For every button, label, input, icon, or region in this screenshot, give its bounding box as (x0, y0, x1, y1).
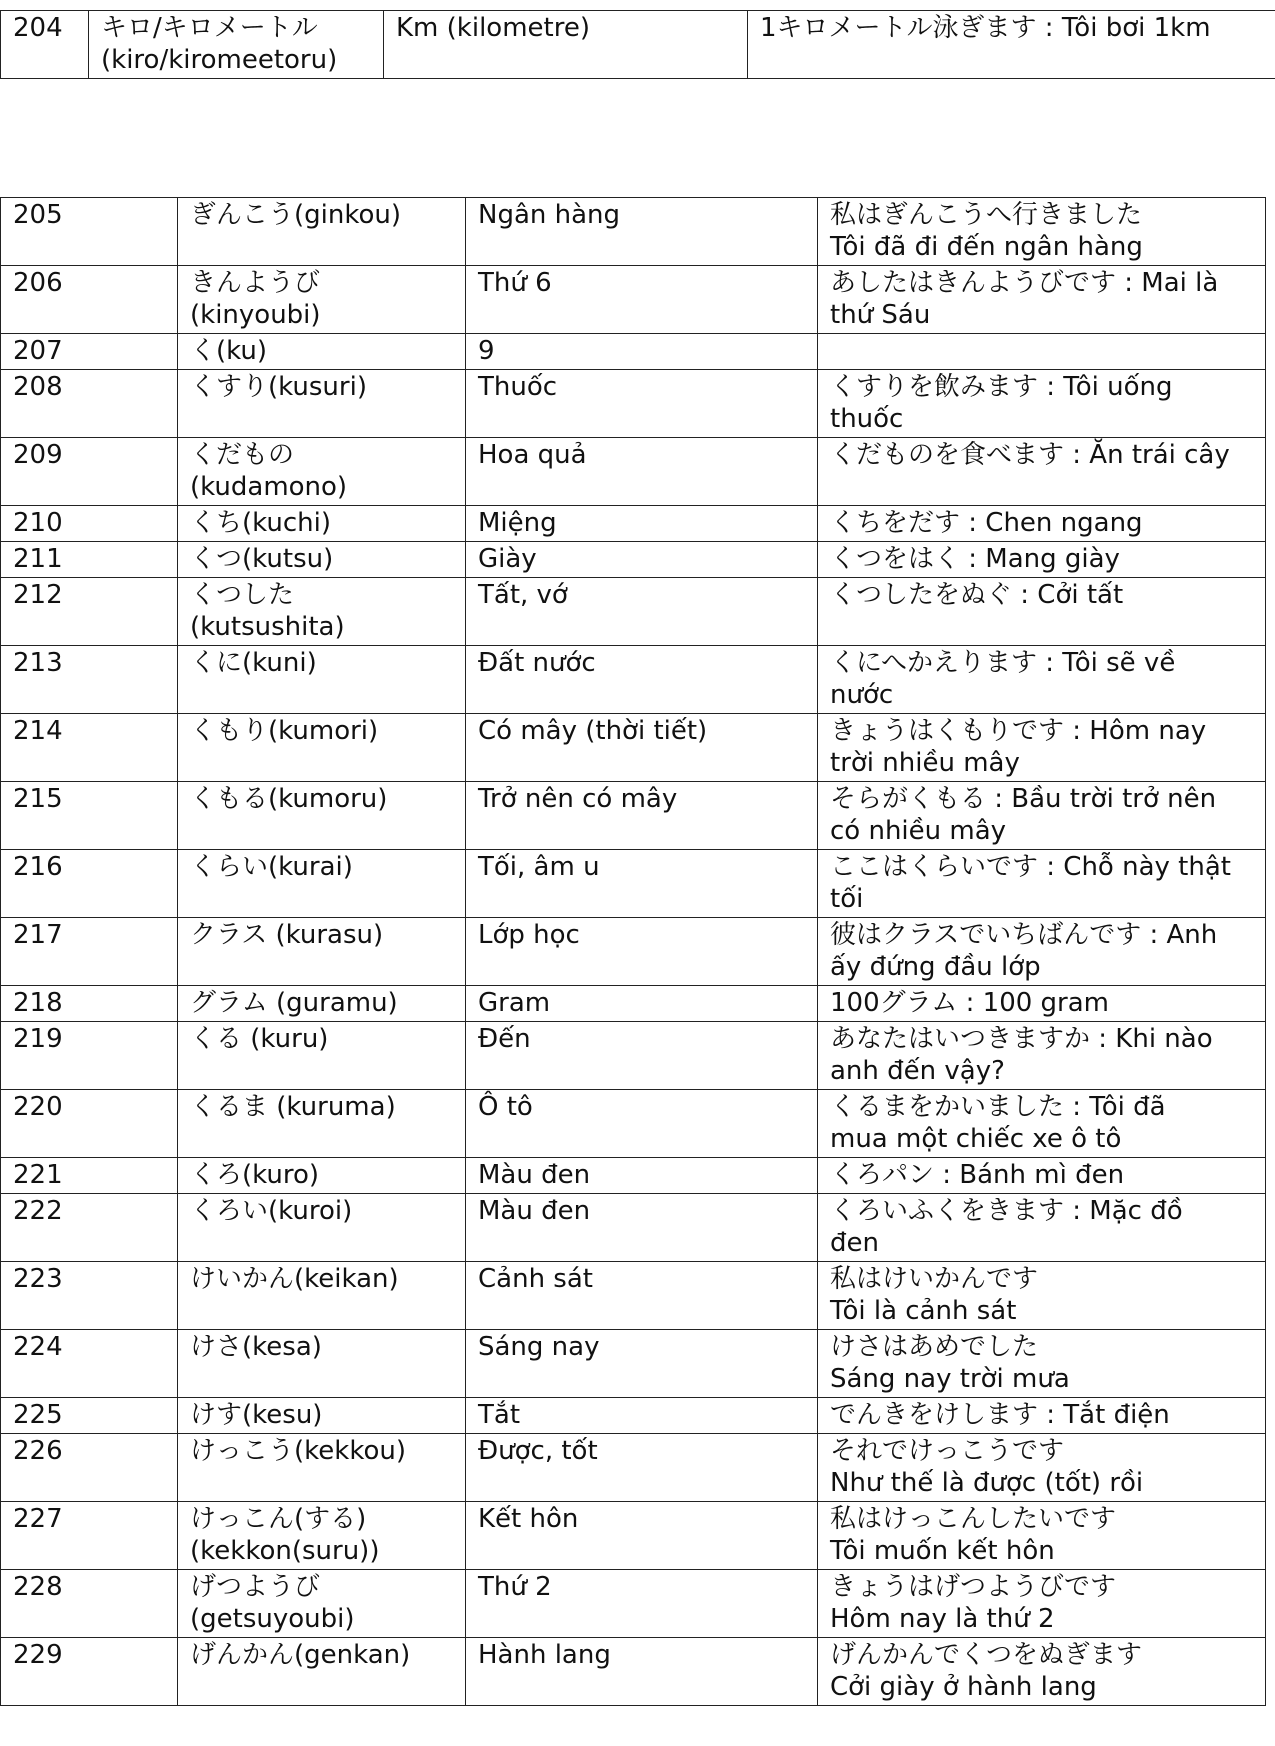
cell-word-line: (kekkon(suru)) (190, 1536, 380, 1566)
cell-meaning (466, 782, 818, 850)
cell-word-line: (kinyoubi) (190, 300, 321, 330)
row-number: 216 (13, 852, 63, 882)
row-number: 222 (13, 1196, 63, 1226)
cell-meaning (466, 1158, 818, 1194)
row-number: 226 (13, 1436, 63, 1466)
cell-example-line: thuốc (830, 404, 904, 434)
cell-meaning (466, 506, 818, 542)
cell-word-line: くすり(kusuri) (190, 372, 367, 402)
row-number: 206 (13, 268, 63, 298)
table-row (1, 1090, 1266, 1158)
cell-no (1, 918, 178, 986)
table-row (1, 438, 1266, 506)
cell-meaning (466, 542, 818, 578)
row-number: 218 (13, 988, 63, 1018)
cell-example (818, 714, 1266, 782)
cell-word (178, 438, 466, 506)
cell-example-line: くろパン : Bánh mì đen (830, 1160, 1125, 1190)
cell-meaning (466, 334, 818, 370)
cell-example-line: きょうはげつようびです (830, 1572, 1117, 1602)
cell-example (818, 506, 1266, 542)
cell-word-line: グラム (guramu) (190, 988, 398, 1018)
cell-example-line: あしたはきんようびです : Mai là (830, 268, 1219, 298)
cell-no (1, 1330, 178, 1398)
table-row (1, 782, 1266, 850)
row-number: 217 (13, 920, 63, 950)
cell-no (1, 438, 178, 506)
cell-example (818, 918, 1266, 986)
row-number: 228 (13, 1572, 63, 1602)
cell-word-line: ぎんこう(ginkou) (190, 200, 402, 230)
cell-example (818, 1090, 1266, 1158)
cell-meaning (466, 1570, 818, 1638)
cell-example-line: 彼はクラスでいちばんです : Anh (830, 920, 1218, 950)
cell-no (1, 1502, 178, 1570)
cell-word (178, 1090, 466, 1158)
cell-example-line: くにへかえります : Tôi sẽ về (830, 648, 1176, 678)
cell-example-line: けさはあめでした (830, 1332, 1039, 1362)
row-number: 209 (13, 440, 63, 470)
row-number: 211 (13, 544, 63, 574)
cell-example-line: あなたはいつきますか : Khi nào (830, 1024, 1213, 1054)
row-number: 223 (13, 1264, 63, 1294)
table-row (1, 11, 1275, 79)
cell-meaning (466, 1330, 818, 1398)
cell-meaning-line: Kết hôn (478, 1504, 579, 1534)
cell-meaning (466, 714, 818, 782)
cell-meaning-line: Tất, vớ (478, 580, 568, 610)
cell-meaning-line: Cảnh sát (478, 1264, 593, 1294)
cell-word-line: (getsuyoubi) (190, 1604, 355, 1634)
row-number: 210 (13, 508, 63, 538)
cell-word-line: げつようび (190, 1572, 321, 1602)
row-number: 220 (13, 1092, 63, 1122)
cell-word (89, 11, 384, 79)
table-row (1, 986, 1266, 1022)
cell-meaning (466, 1262, 818, 1330)
table-row (1, 266, 1266, 334)
table-row (1, 646, 1266, 714)
cell-meaning-line: Km (kilometre) (396, 13, 590, 43)
cell-meaning (466, 1502, 818, 1570)
cell-example (818, 646, 1266, 714)
row-number: 221 (13, 1160, 63, 1190)
cell-word (178, 334, 466, 370)
row-number: 225 (13, 1400, 63, 1430)
cell-word (178, 1570, 466, 1638)
cell-no (1, 1262, 178, 1330)
cell-meaning-line: Hoa quả (478, 440, 587, 470)
cell-example (818, 370, 1266, 438)
table-row (1, 542, 1266, 578)
cell-meaning-line: Có mây (thời tiết) (478, 716, 708, 746)
vocab-table-top (0, 10, 1275, 79)
cell-meaning-line: Lớp học (478, 920, 580, 950)
cell-example (818, 1194, 1266, 1262)
cell-example-line: 100グラム : 100 gram (830, 988, 1109, 1018)
cell-meaning-line: Đến (478, 1024, 531, 1054)
cell-example-line: có nhiều mây (830, 816, 1007, 846)
cell-example (818, 1434, 1266, 1502)
cell-no (1, 1194, 178, 1262)
cell-no (1, 1022, 178, 1090)
cell-word (178, 1022, 466, 1090)
cell-example (818, 850, 1266, 918)
cell-meaning-line: 9 (478, 336, 495, 366)
cell-meaning (466, 438, 818, 506)
row-number: 205 (13, 200, 63, 230)
cell-example-line: Hôm nay là thứ 2 (830, 1604, 1055, 1634)
table-row (1, 918, 1266, 986)
cell-example (818, 334, 1266, 370)
cell-example (818, 578, 1266, 646)
cell-meaning (466, 986, 818, 1022)
cell-example-line: đen (830, 1228, 879, 1258)
cell-word (178, 1398, 466, 1434)
cell-word (178, 266, 466, 334)
cell-example-line: きょうはくもりです : Hôm nay (830, 716, 1207, 746)
cell-meaning (466, 266, 818, 334)
table-row (1, 578, 1266, 646)
row-number: 215 (13, 784, 63, 814)
cell-no (1, 1434, 178, 1502)
row-number: 208 (13, 372, 63, 402)
table-row (1, 1262, 1266, 1330)
cell-word (178, 918, 466, 986)
table-row (1, 1570, 1266, 1638)
table-row (1, 198, 1266, 266)
cell-meaning-line: Trở nên có mây (478, 784, 678, 814)
cell-meaning (466, 1022, 818, 1090)
cell-no (1, 850, 178, 918)
cell-example-line: Như thế là được (tốt) rồi (830, 1468, 1144, 1498)
cell-meaning-line: Thuốc (478, 372, 558, 402)
cell-word-line: クラス (kurasu) (190, 920, 384, 950)
cell-no (1, 1398, 178, 1434)
cell-word (178, 714, 466, 782)
vocab-table-main-body (1, 198, 1266, 1706)
cell-example-line: くるまをかいました : Tôi đã (830, 1092, 1166, 1122)
vocab-table-main (0, 197, 1266, 1706)
cell-meaning-line: Được, tốt (478, 1436, 598, 1466)
cell-word (178, 1262, 466, 1330)
cell-word (178, 1502, 466, 1570)
cell-meaning (466, 1194, 818, 1262)
table-row (1, 714, 1266, 782)
cell-word-line: キロ/キロメートル (101, 13, 318, 43)
cell-example-line: ấy đứng đầu lớp (830, 952, 1041, 982)
cell-meaning-line: Ô tô (478, 1092, 533, 1122)
cell-example (818, 1638, 1266, 1706)
cell-example-line: くだものを食べます : Ăn trái cây (830, 440, 1230, 470)
cell-example-line: thứ Sáu (830, 300, 931, 330)
cell-meaning (466, 918, 818, 986)
cell-meaning (466, 578, 818, 646)
cell-example-line: げんかんでくつをぬぎます (830, 1640, 1143, 1670)
cell-meaning-line: Miệng (478, 508, 557, 538)
cell-meaning-line: Gram (478, 988, 551, 1018)
cell-word (178, 198, 466, 266)
cell-meaning-line: Thứ 6 (478, 268, 552, 298)
cell-word (178, 782, 466, 850)
row-number: 212 (13, 580, 63, 610)
cell-example-line: でんきをけします : Tắt điện (830, 1400, 1170, 1430)
cell-word-line: くつ(kutsu) (190, 544, 334, 574)
cell-word-line: けっこう(kekkou) (190, 1436, 406, 1466)
cell-example-line: anh đến vậy? (830, 1056, 1005, 1086)
cell-word-line: くらい(kurai) (190, 852, 353, 882)
cell-no (1, 542, 178, 578)
table-row (1, 1330, 1266, 1398)
cell-word (178, 506, 466, 542)
cell-example-line: Sáng nay trời mưa (830, 1364, 1070, 1394)
row-number: 214 (13, 716, 63, 746)
cell-word-line: くもり(kumori) (190, 716, 379, 746)
cell-meaning (384, 11, 748, 79)
cell-example (818, 1022, 1266, 1090)
table-row (1, 1022, 1266, 1090)
cell-meaning-line: Màu đen (478, 1196, 591, 1226)
cell-word (178, 1194, 466, 1262)
cell-example (818, 1570, 1266, 1638)
cell-meaning (466, 1398, 818, 1434)
row-number: 213 (13, 648, 63, 678)
table-row (1, 1398, 1266, 1434)
cell-example-line: trời nhiều mây (830, 748, 1020, 778)
cell-word-line: きんようび (190, 268, 321, 298)
cell-no (1, 266, 178, 334)
cell-word (178, 850, 466, 918)
cell-example (818, 542, 1266, 578)
cell-meaning-line: Thứ 2 (478, 1572, 552, 1602)
cell-meaning (466, 646, 818, 714)
cell-no (1, 1158, 178, 1194)
cell-example-line: Tôi là cảnh sát (830, 1296, 1017, 1326)
cell-word-line: (kiro/kiromeetoru) (101, 45, 338, 75)
cell-no (1, 646, 178, 714)
table-row (1, 334, 1266, 370)
cell-example-line: nước (830, 680, 894, 710)
cell-word-line: (kutsushita) (190, 612, 345, 642)
cell-word-line: くもる(kumoru) (190, 784, 388, 814)
cell-no (1, 506, 178, 542)
cell-word-line: げんかん(genkan) (190, 1640, 411, 1670)
cell-example (818, 1262, 1266, 1330)
cell-meaning-line: Màu đen (478, 1160, 591, 1190)
cell-example (818, 782, 1266, 850)
cell-meaning-line: Tắt (478, 1400, 521, 1430)
cell-example (748, 11, 1275, 79)
cell-word-line: けす(kesu) (190, 1400, 323, 1430)
cell-example (818, 438, 1266, 506)
cell-no (1, 578, 178, 646)
cell-word (178, 1158, 466, 1194)
cell-word (178, 370, 466, 438)
cell-no (1, 334, 178, 370)
table-row (1, 1638, 1266, 1706)
cell-example (818, 1398, 1266, 1434)
cell-word (178, 542, 466, 578)
row-number: 219 (13, 1024, 63, 1054)
cell-word-line: くだもの (190, 440, 295, 470)
cell-example-line: くろいふくをきます : Mặc đồ (830, 1196, 1183, 1226)
row-number: 229 (13, 1640, 63, 1670)
cell-example (818, 1502, 1266, 1570)
cell-example-line: くちをだす : Chen ngang (830, 508, 1143, 538)
cell-example-line: くつをはく : Mang giày (830, 544, 1120, 574)
vocab-table-top-body (1, 11, 1275, 79)
row-number: 227 (13, 1504, 63, 1534)
table-row (1, 1194, 1266, 1262)
cell-no (1, 11, 89, 79)
cell-example (818, 986, 1266, 1022)
cell-meaning-line: Tối, âm u (478, 852, 600, 882)
cell-meaning-line: Hành lang (478, 1640, 611, 1670)
cell-word-line: くろ(kuro) (190, 1160, 320, 1190)
cell-example (818, 198, 1266, 266)
cell-word-line: (kudamono) (190, 472, 348, 502)
cell-meaning (466, 370, 818, 438)
cell-example-line: 私はけっこんしたいです (830, 1504, 1117, 1534)
cell-example-line: 私はぎんこうへ行きました (830, 200, 1143, 230)
cell-meaning (466, 1638, 818, 1706)
cell-word (178, 1330, 466, 1398)
table-row (1, 506, 1266, 542)
cell-example-line: Tôi muốn kết hôn (830, 1536, 1055, 1566)
cell-no (1, 198, 178, 266)
cell-word (178, 578, 466, 646)
cell-no (1, 1570, 178, 1638)
cell-example-line: 1キロメートル泳ぎます : Tôi bơi 1km (760, 13, 1211, 43)
cell-no (1, 370, 178, 438)
cell-no (1, 782, 178, 850)
cell-word-line: けさ(kesa) (190, 1332, 322, 1362)
cell-word (178, 986, 466, 1022)
cell-no (1, 986, 178, 1022)
cell-meaning (466, 1434, 818, 1502)
cell-word (178, 1638, 466, 1706)
cell-meaning (466, 850, 818, 918)
row-number: 207 (13, 336, 63, 366)
cell-example-line: 私はけいかんです (830, 1264, 1039, 1294)
cell-example-line: tối (830, 884, 864, 914)
cell-word-line: く(ku) (190, 336, 268, 366)
cell-word-line: くに(kuni) (190, 648, 317, 678)
cell-example-line: Tôi đã đi đến ngân hàng (830, 232, 1143, 262)
cell-example-line: くつしたをぬぐ : Cởi tất (830, 580, 1124, 610)
cell-example-line: くすりを飲みます : Tôi uống (830, 372, 1173, 402)
cell-no (1, 1638, 178, 1706)
cell-word (178, 646, 466, 714)
table-row (1, 370, 1266, 438)
cell-example (818, 1158, 1266, 1194)
cell-example-line: それでけっこうです (830, 1436, 1065, 1466)
cell-word-line: くち(kuchi) (190, 508, 332, 538)
cell-meaning-line: Ngân hàng (478, 200, 621, 230)
cell-no (1, 714, 178, 782)
row-number: 204 (13, 13, 63, 43)
row-number: 224 (13, 1332, 63, 1362)
cell-meaning-line: Giày (478, 544, 537, 574)
cell-meaning (466, 1090, 818, 1158)
cell-word-line: けっこん(する) (190, 1504, 367, 1534)
cell-meaning (466, 198, 818, 266)
cell-example (818, 1330, 1266, 1398)
cell-word (178, 1434, 466, 1502)
table-row (1, 1502, 1266, 1570)
table-row (1, 850, 1266, 918)
table-row (1, 1158, 1266, 1194)
cell-example-line: そらがくもる : Bầu trời trở nên (830, 784, 1217, 814)
cell-example-line: Cởi giày ở hành lang (830, 1672, 1097, 1702)
table-row (1, 1434, 1266, 1502)
cell-word-line: くつした (190, 580, 295, 610)
cell-word-line: くるま (kuruma) (190, 1092, 396, 1122)
cell-word-line: くろい(kuroi) (190, 1196, 353, 1226)
cell-word-line: くる (kuru) (190, 1024, 329, 1054)
cell-meaning-line: Sáng nay (478, 1332, 600, 1362)
cell-word-line: けいかん(keikan) (190, 1264, 399, 1294)
cell-example (818, 266, 1266, 334)
cell-meaning-line: Đất nước (478, 648, 596, 678)
cell-no (1, 1090, 178, 1158)
cell-example-line: ここはくらいです : Chỗ này thật (830, 852, 1231, 882)
cell-example-line: mua một chiếc xe ô tô (830, 1124, 1122, 1154)
